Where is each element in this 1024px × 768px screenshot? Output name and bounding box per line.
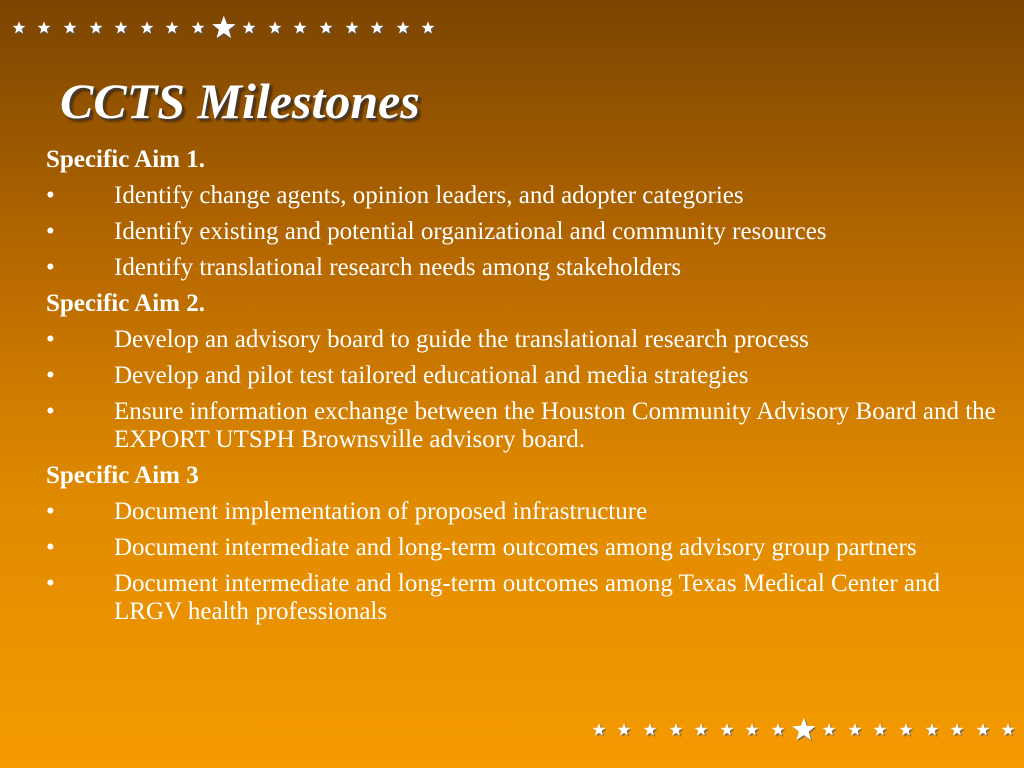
bullet-icon: • — [46, 218, 55, 245]
star-border-bottom — [586, 716, 1021, 744]
star-icon — [740, 716, 766, 744]
star-icon — [765, 716, 791, 744]
aim-heading: Specific Aim 3 — [46, 462, 199, 489]
bullet-text: Identify existing and potential organizational and community resources — [114, 218, 827, 245]
large-star-icon — [791, 716, 817, 744]
bullet-text: Document implementation of proposed infrastructure — [114, 498, 648, 525]
star-icon — [236, 14, 262, 42]
star-icon — [32, 14, 58, 42]
star-icon — [996, 716, 1022, 744]
star-icon — [637, 716, 663, 744]
bullet-icon: • — [46, 326, 55, 353]
bullet-text: Identify change agents, opinion leaders, and adopter categories — [114, 182, 744, 209]
star-icon — [390, 14, 416, 42]
aim-heading: Specific Aim 2. — [46, 290, 206, 317]
bullet-item — [46, 498, 1006, 526]
bullet-item — [46, 362, 1006, 390]
bullet-text: Document intermediate and long-term outcomes among Texas Medical Center and LRGV health professionals — [114, 570, 941, 625]
star-icon — [612, 716, 638, 744]
bullet-icon: • — [46, 534, 55, 561]
star-icon — [364, 14, 390, 42]
slide-title: CCTS Milestones — [60, 73, 420, 129]
star-icon — [83, 14, 109, 42]
bullet-icon: • — [46, 498, 55, 525]
star-icon — [339, 14, 365, 42]
large-star-icon — [211, 14, 237, 42]
bullet-icon: • — [46, 570, 55, 597]
bullet-text: Develop and pilot test tailored educational and media strategies — [114, 362, 749, 389]
bullet-item — [46, 570, 1006, 626]
star-icon — [108, 14, 134, 42]
aim-heading: Specific Aim 1. — [46, 146, 206, 173]
bullet-icon: • — [46, 362, 55, 389]
bullet-item — [46, 182, 1006, 210]
slide-body — [46, 146, 1006, 634]
star-icon — [663, 716, 689, 744]
star-icon — [160, 14, 186, 42]
bullet-text: Document intermediate and long-term outcomes among advisory group partners — [114, 534, 917, 561]
star-icon — [288, 14, 314, 42]
star-icon — [416, 14, 442, 42]
star-icon — [57, 14, 83, 42]
bullet-item — [46, 218, 1006, 246]
star-icon — [6, 14, 32, 42]
bullet-icon: • — [46, 254, 55, 281]
bullet-item — [46, 326, 1006, 354]
star-icon — [970, 716, 996, 744]
star-icon — [134, 14, 160, 42]
star-icon — [842, 716, 868, 744]
star-icon — [714, 716, 740, 744]
star-icon — [185, 14, 211, 42]
bullet-item — [46, 254, 1006, 282]
star-icon — [868, 716, 894, 744]
star-icon — [262, 14, 288, 42]
star-icon — [586, 716, 612, 744]
star-icon — [313, 14, 339, 42]
bullet-item — [46, 534, 1006, 562]
star-icon — [688, 716, 714, 744]
star-icon — [919, 716, 945, 744]
bullet-icon: • — [46, 182, 55, 209]
bullet-item — [46, 398, 1006, 454]
bullet-text: Identify translational research needs among stakeholders — [114, 254, 682, 281]
bullet-text: Develop an advisory board to guide the translational research process — [114, 326, 809, 353]
bullet-icon: • — [46, 398, 55, 425]
bullet-text: Ensure information exchange between the Houston Community Advisory Board and the EXPORT UTSPH Brownsville advisory board. — [114, 398, 996, 453]
star-icon — [893, 716, 919, 744]
star-border-top — [6, 14, 441, 42]
star-icon — [944, 716, 970, 744]
star-icon — [816, 716, 842, 744]
